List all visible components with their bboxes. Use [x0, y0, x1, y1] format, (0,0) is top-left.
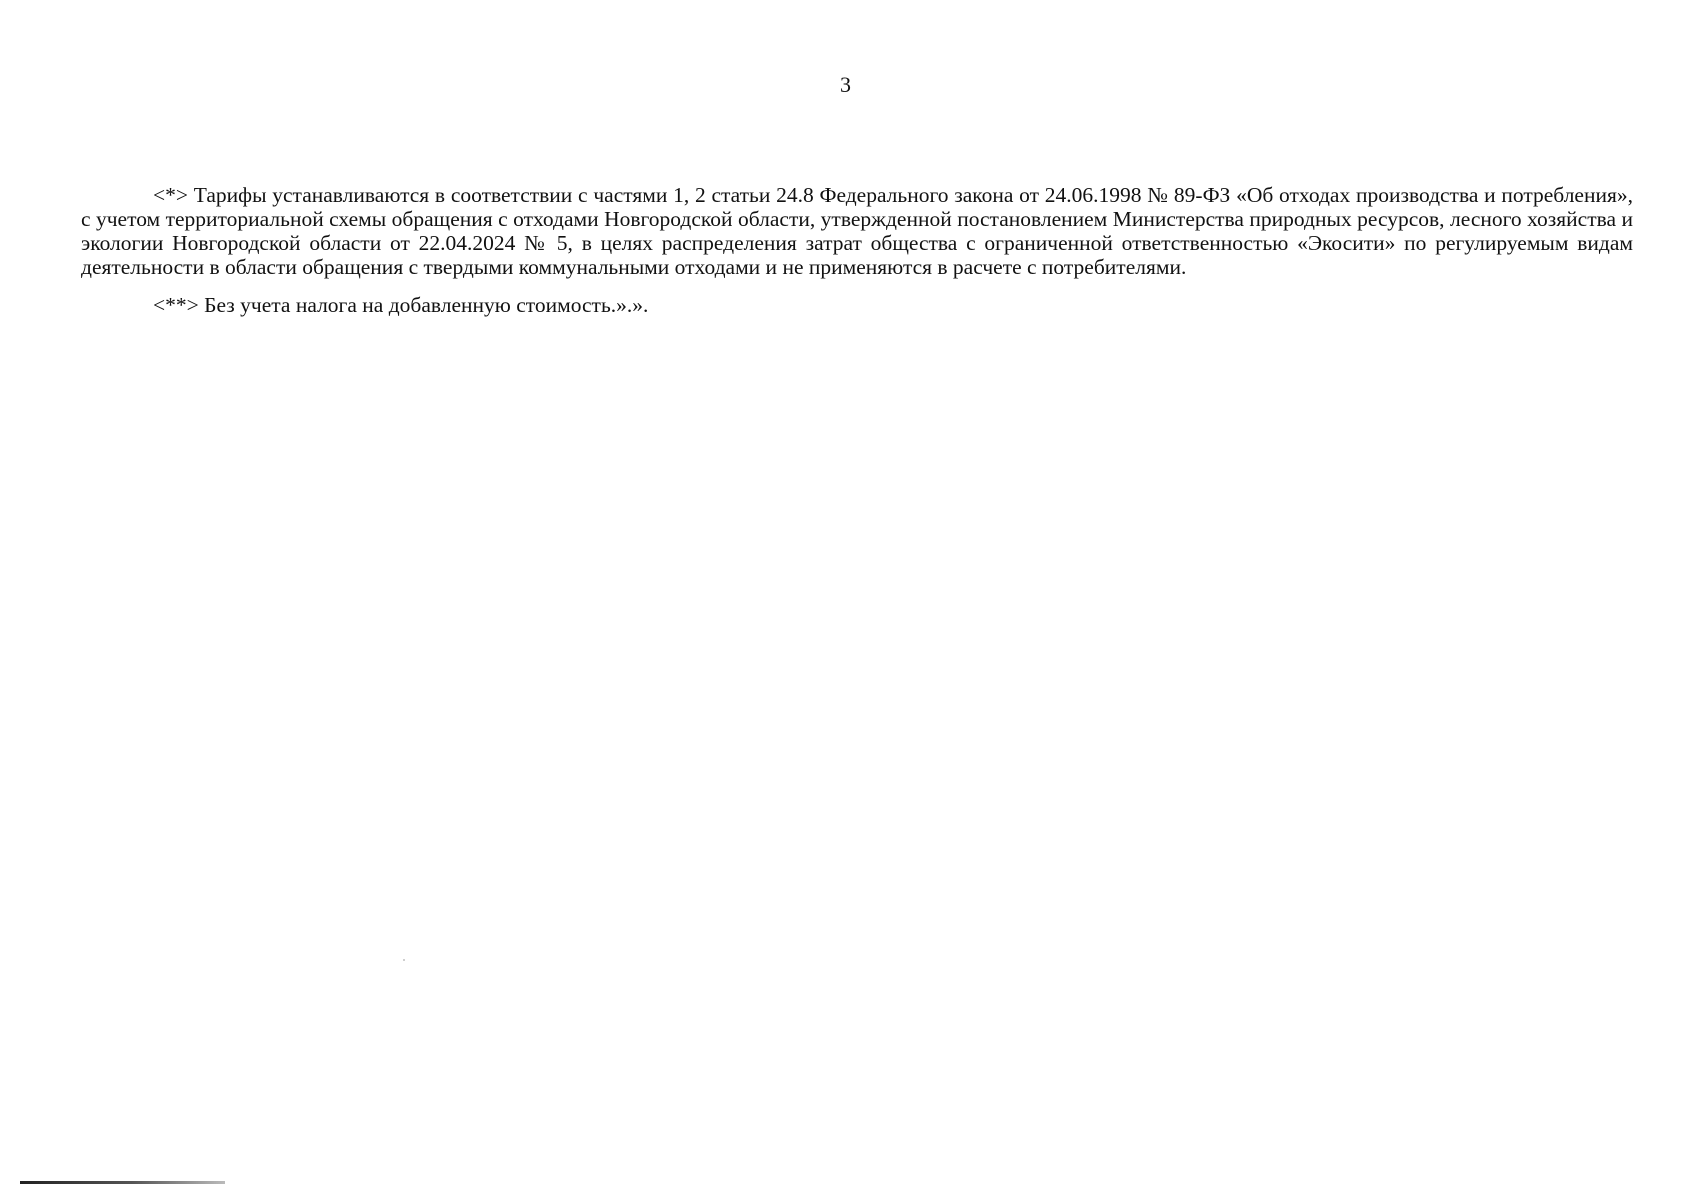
scan-artifact-dot: [403, 959, 405, 961]
footnote-vat: <**> Без учета налога на добавленную стоимость.».».: [153, 293, 649, 317]
footnote-tariffs: <*> Тарифы устанавливаются в соответствии с частями 1, 2 статьи 24.8 Федерального закона от 24.06.1998 № 89-ФЗ «Об отходах производства и потребления», с учетом территориальной схемы обращения с отходами Новгородской области, утвержденной постановлением Министерства природных ресурсов, лесного хозяйства и экологии Новгородской области от 22.04.2024 № 5, в целях распределения затрат общества с ограниченной ответственностью «Экосити» по регулируемым видам деятельности в области обращения с твердыми коммунальными отходами и не применяются в расчете с потребителями.: [81, 183, 1633, 279]
scan-artifact-line: [20, 1181, 225, 1184]
page-number: 3: [840, 72, 851, 97]
footnotes-section: [81, 183, 1633, 317]
